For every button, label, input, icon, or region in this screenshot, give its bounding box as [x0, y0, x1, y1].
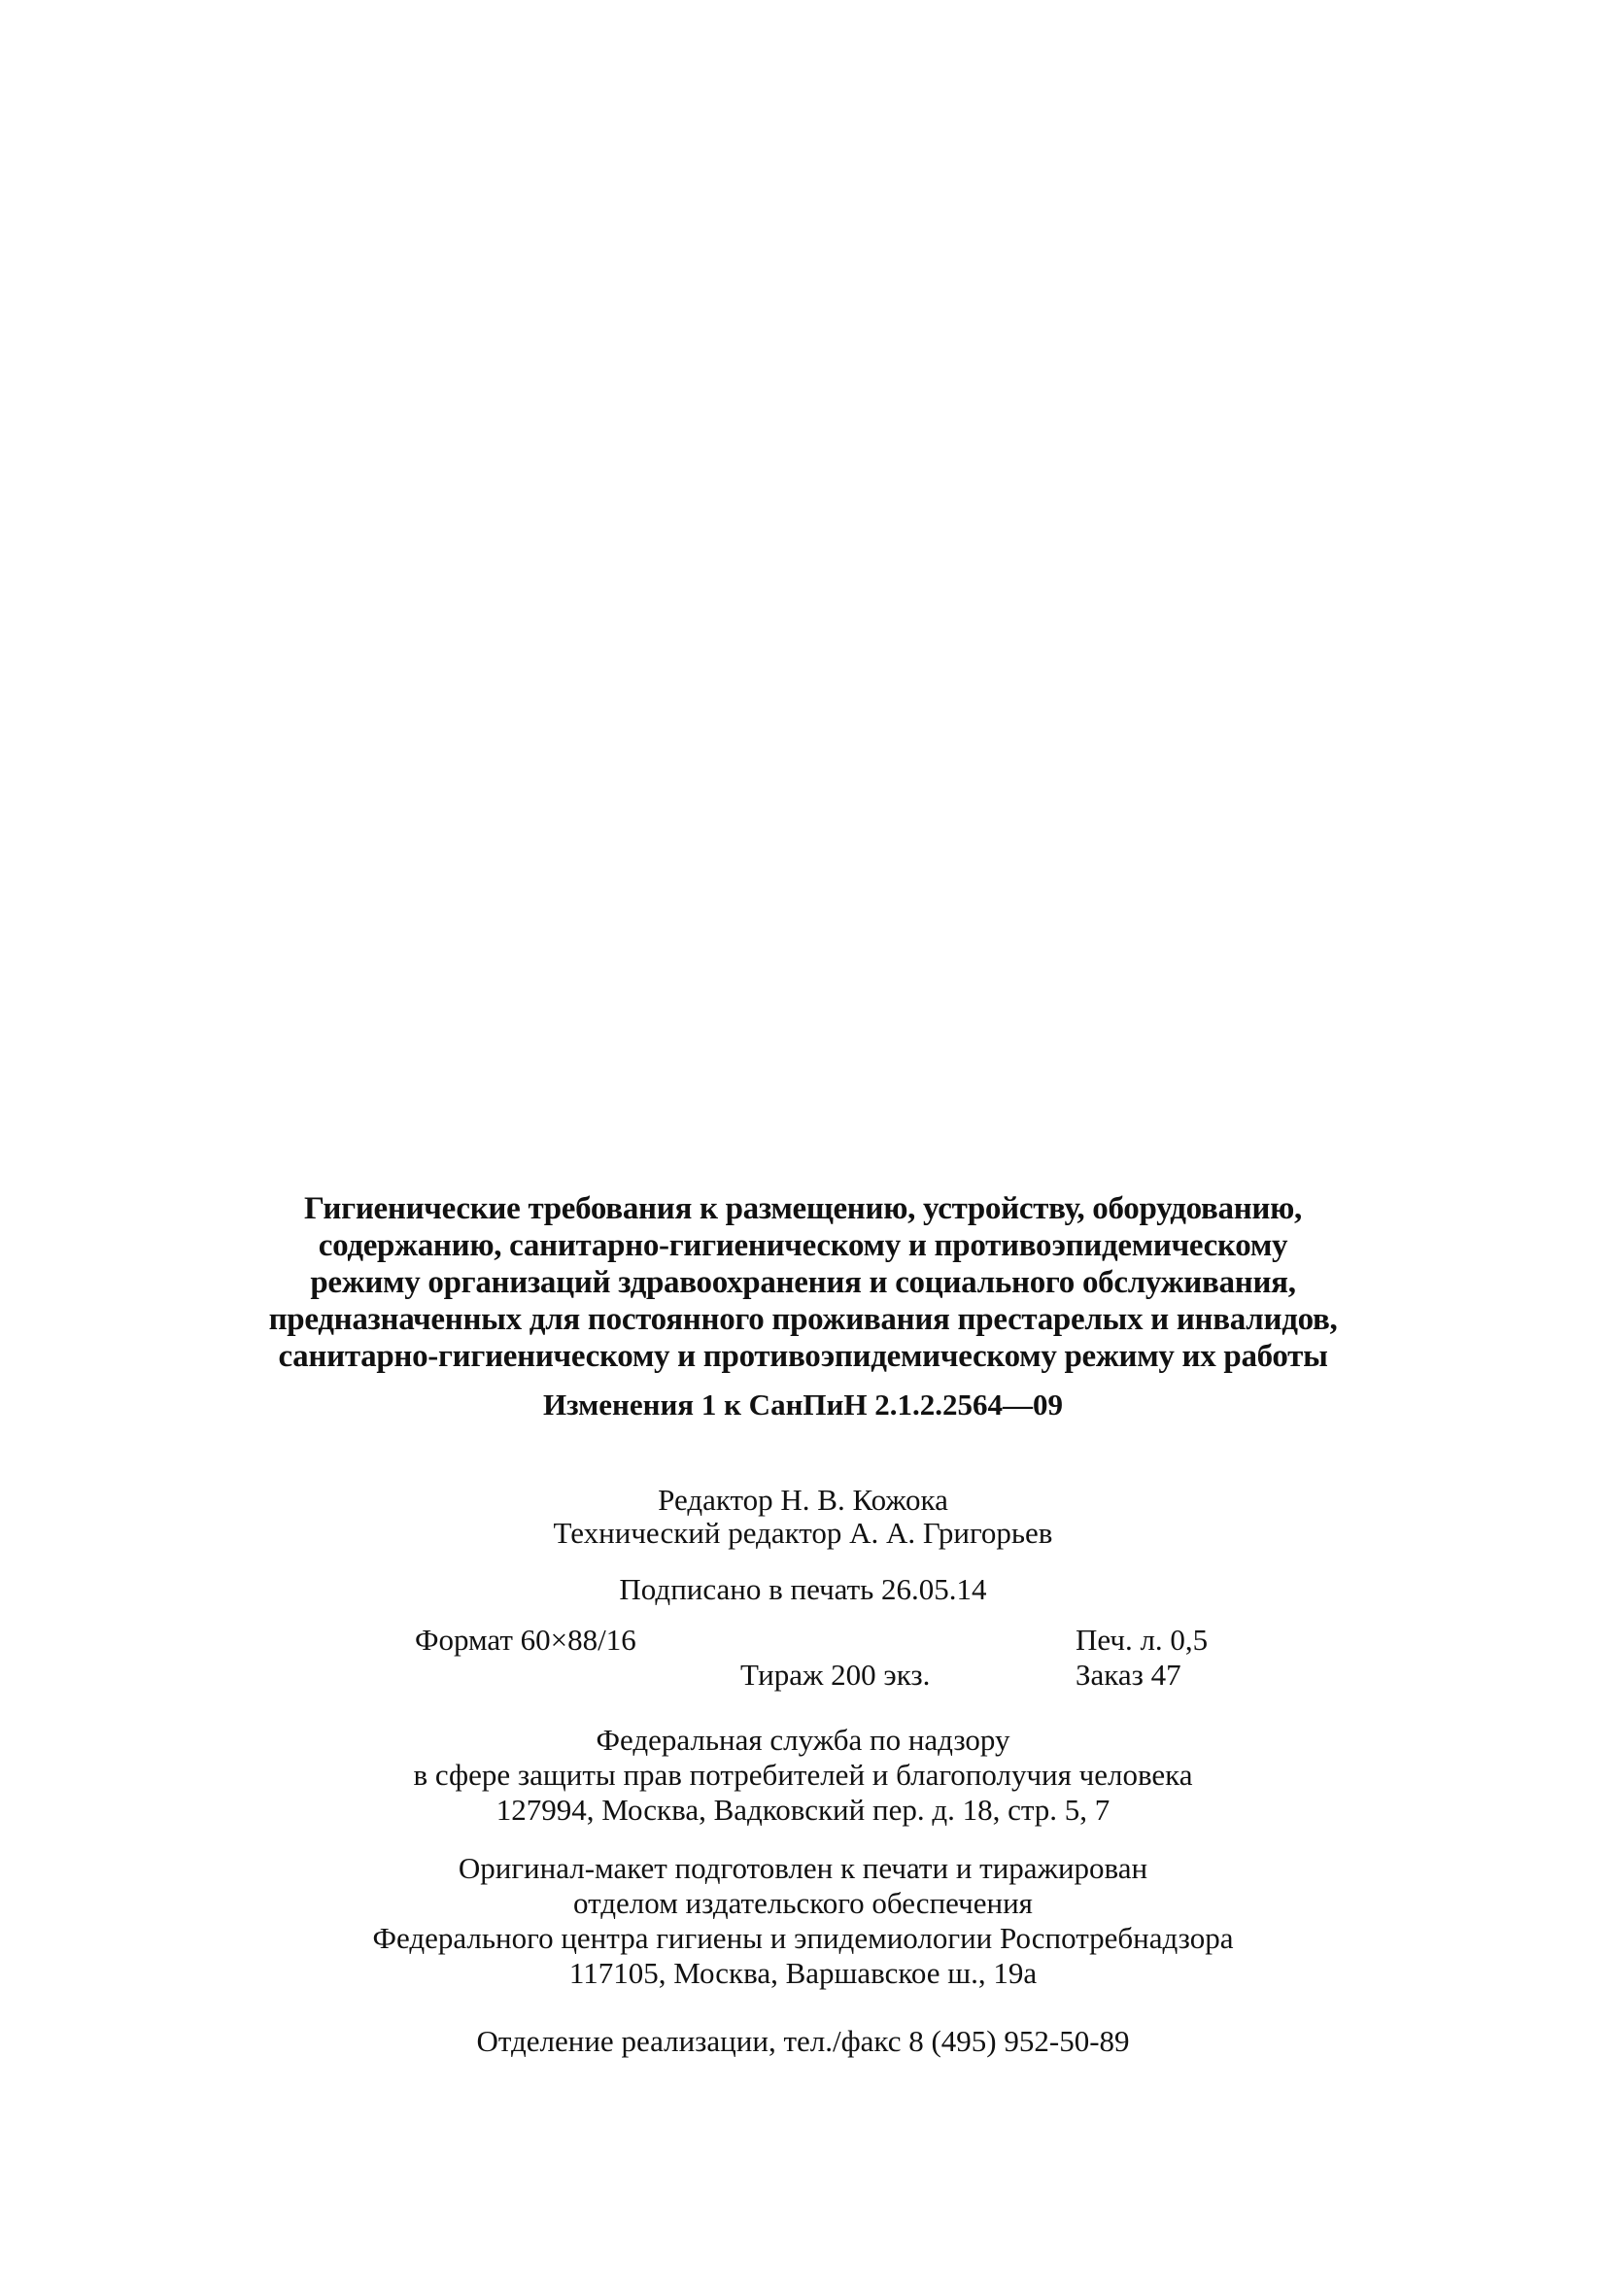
title-line: содержанию, санитарно-гигиеническому и противоэпидемическому — [318, 1228, 1288, 1263]
layout-maker-block — [0, 1851, 1606, 1991]
colophon — [0, 1190, 1606, 2059]
signed-to-print: Подписано в печать 26.05.14 — [619, 1572, 987, 1606]
amendment-label: Изменения 1 к СанПиН 2.1.2.2564—09 — [542, 1388, 1064, 1422]
tech-editor-credit: Технический редактор А. А. Григорьев — [553, 1516, 1053, 1550]
maker-line: Федерального центра гигиены и эпидемиологии Роспотребнадзора — [372, 1921, 1234, 1955]
format-spec: Формат 60×88/16 — [415, 1623, 636, 1657]
circulation-spec: Тираж 200 экз. — [740, 1658, 931, 1692]
title-line: режиму организаций здравоохранения и социального обслуживания, — [310, 1265, 1296, 1300]
staff-credits — [0, 1484, 1606, 1550]
maker-address: 117105, Москва, Варшавское ш., 19а — [568, 1956, 1038, 1990]
publisher-line: Федеральная служба по надзору — [596, 1723, 1010, 1757]
publisher-block — [0, 1723, 1606, 1828]
maker-line: отделом издательского обеспечения — [573, 1886, 1033, 1920]
order-spec: Заказ 47 — [1076, 1658, 1181, 1692]
sales-contact: Отделение реализации, тел./факс 8 (495) 952-50-89 — [476, 2024, 1130, 2058]
document-title — [0, 1190, 1606, 1375]
title-line: Гигиенические требования к размещению, устройству, оборудованию, — [303, 1191, 1302, 1226]
title-line: предназначенных для постоянного проживания престарелых и инвалидов, — [268, 1302, 1338, 1337]
maker-line: Оригинал-макет подготовлен к печати и тиражирован — [458, 1851, 1148, 1885]
editor-credit: Редактор Н. В. Кожока — [658, 1483, 948, 1517]
print-specs — [0, 1624, 1606, 1697]
publisher-address: 127994, Москва, Вадковский пер. д. 18, стр. 5, 7 — [495, 1793, 1111, 1827]
title-line: санитарно-гигиеническому и противоэпидемическому режиму их работы — [278, 1339, 1328, 1374]
publisher-line: в сфере защиты прав потребителей и благополучия человека — [413, 1758, 1193, 1792]
sheets-spec: Печ. л. 0,5 — [1076, 1623, 1209, 1657]
